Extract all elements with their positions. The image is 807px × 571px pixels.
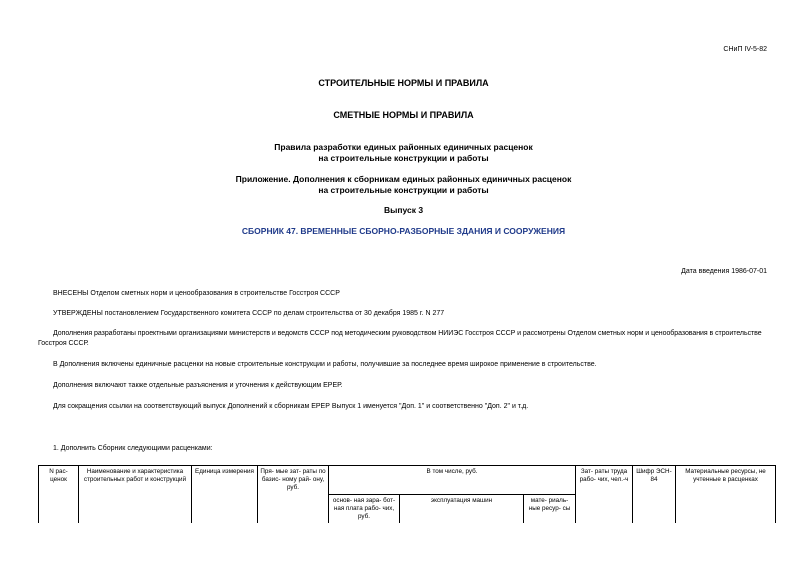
appendix-title-line2: на строительные конструкции и работы: [318, 185, 489, 195]
header-wage: основ- ная зара- бот- ная плата рабо- чих, руб.: [329, 495, 400, 525]
paragraph-clarifications-text: Дополнения включают также отдельные разъяснения и уточнения к действующим ЕРЕР.: [53, 382, 343, 389]
appendix-title-line1: Приложение. Дополнения к сборникам единых районных единичных расценок: [235, 174, 572, 184]
header-number: N рас- ценок: [39, 466, 79, 525]
page-cutoff: [0, 523, 807, 571]
header-labor: Зат- раты труда рабо- чих, чел.-ч: [576, 466, 633, 525]
paragraph-references: [38, 402, 772, 412]
header-direct-costs: Пря- мые зат- раты по базис- ному рай- ону, руб.: [258, 466, 329, 525]
issue-title: Выпуск 3: [383, 205, 424, 215]
paragraph-introduced-text: ВНЕСЕНЫ Отделом сметных норм и ценообразования в строительстве Госстроя СССР: [53, 290, 340, 297]
paragraph-clarifications: [38, 381, 772, 391]
document-code: СНиП IV-5-82: [723, 46, 767, 53]
header-including: В том числе, руб.: [329, 466, 576, 495]
header-code: Шифр ЭСН- 84: [633, 466, 676, 525]
paragraph-references-text: Для сокращения ссылки на соответствующий выпуск Дополнений к сборникам ЕРЕР Выпуск 1 именуется "Доп. 1" и соответственно "Доп. 2" и т.д.: [53, 403, 529, 410]
paragraph-developed-text: Дополнения разработаны проектными организациями министерств и ведомств СССР под методическим руководством НИИЭС Госстроя СССР и рассмотрены Отделом сметных норм и ценообразования в строительстве Госстроя СССР.: [38, 330, 762, 347]
rules-title: [0, 142, 807, 164]
header-machines: эксплуатация машин: [400, 495, 524, 525]
appendix-title: [0, 174, 807, 196]
intro-date: Дата введения 1986-07-01: [681, 268, 767, 275]
rates-table: [38, 465, 776, 525]
header-name: Наименование и характеристика строительных работ и конструкций: [79, 466, 192, 525]
paragraph-item1-text: 1. Дополнить Сборник следующими расценками:: [53, 445, 213, 452]
collection-title: СБОРНИК 47. ВРЕМЕННЫЕ СБОРНО-РАЗБОРНЫЕ ЗДАНИЯ И СООРУЖЕНИЯ: [241, 226, 566, 236]
header-materials: Материальные ресурсы, не учтенные в расценках: [676, 466, 776, 525]
subtitle: СМЕТНЫЕ НОРМЫ И ПРАВИЛА: [333, 110, 474, 120]
rules-title-line2: на строительные конструкции и работы: [318, 153, 489, 163]
header-material-resources: мате- риаль- ные ресур- сы: [524, 495, 576, 525]
paragraph-included-text: В Дополнения включены единичные расценки на новые строительные конструкции и работы, получившие за последнее время широкое применение в строительстве.: [53, 361, 597, 368]
paragraph-developed: [38, 329, 772, 349]
paragraph-approved-text: УТВЕРЖДЕНЫ постановлением Государственного комитета СССР по делам строительства от 30 декабря 1985 г. N 277: [53, 310, 445, 317]
rules-title-line1: Правила разработки единых районных единичных расценок: [274, 142, 533, 152]
main-title: СТРОИТЕЛЬНЫЕ НОРМЫ И ПРАВИЛА: [318, 78, 489, 88]
header-unit: Единица измерения: [192, 466, 258, 525]
paragraph-included: [38, 360, 772, 370]
paragraph-introduced: [38, 289, 772, 299]
paragraph-approved: [38, 309, 772, 319]
paragraph-item1: [38, 444, 772, 454]
